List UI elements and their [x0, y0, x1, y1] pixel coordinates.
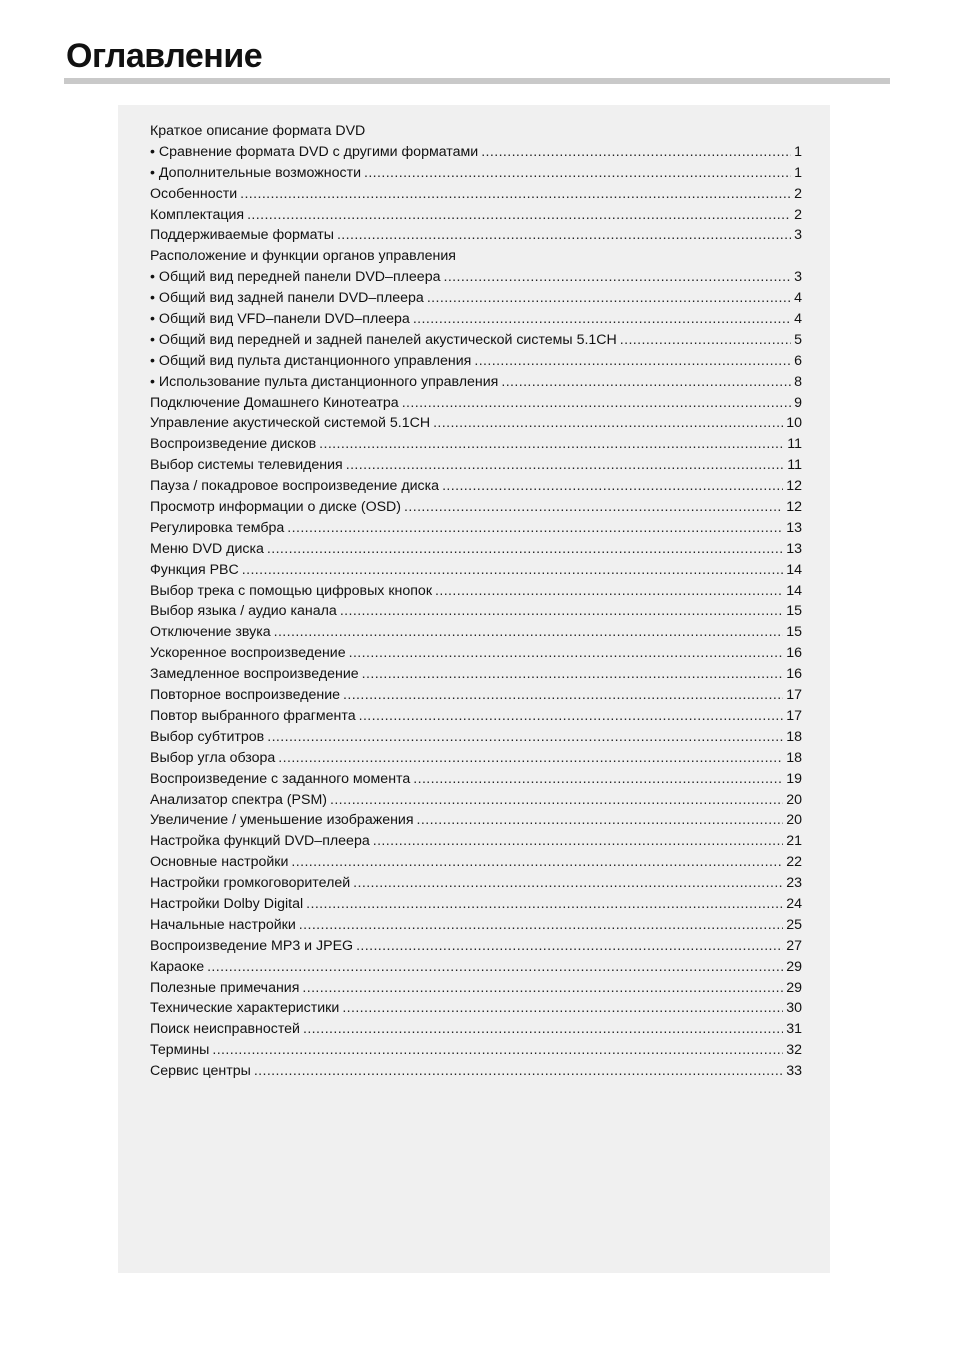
toc-dot-leader: [443, 267, 791, 288]
toc-entry[interactable]: [150, 1040, 802, 1061]
toc-entry-label: Краткое описание формата DVD: [150, 123, 366, 139]
toc-entry-label: Полезные примечания: [150, 979, 300, 996]
toc-page-number: 33: [786, 1063, 802, 1080]
toc-entry-label: Воспроизведение дисков: [150, 436, 317, 453]
toc-dot-leader: [346, 455, 785, 476]
toc-page-number: 29: [786, 958, 802, 975]
toc-entry-label: • Общий вид пульта дистанционного управления: [150, 352, 472, 369]
toc-entry-label: • Общий вид передней панели DVD–плеера: [150, 269, 441, 286]
toc-entry[interactable]: [150, 664, 802, 685]
toc-dot-leader: [364, 163, 791, 184]
toc-entry-label: • Использование пульта дистанционного управления: [150, 373, 499, 390]
toc-page-number: 15: [786, 603, 802, 620]
toc-page-number: 14: [786, 582, 802, 599]
toc-entry[interactable]: [150, 831, 802, 852]
toc-dot-leader: [404, 497, 783, 518]
toc-dot-leader: [342, 998, 783, 1019]
toc-dot-leader: [343, 685, 783, 706]
toc-entry[interactable]: [150, 560, 802, 581]
toc-entry-label: Анализатор спектра (PSM): [150, 791, 327, 808]
toc-entry-label: • Общий вид передней и задней панелей акустической системы 5.1CH: [150, 331, 617, 348]
toc-entry[interactable]: [150, 142, 802, 163]
toc-entry[interactable]: [150, 936, 802, 957]
toc-entry-label: Пауза / покадровое воспроизведение диска: [150, 478, 440, 495]
toc-entry[interactable]: [150, 748, 802, 769]
toc-dot-leader: [306, 894, 783, 915]
toc-dot-leader: [359, 706, 784, 727]
toc-entry[interactable]: [150, 685, 802, 706]
toc-page-number: 16: [786, 645, 802, 662]
toc-entry[interactable]: [150, 518, 802, 539]
toc-page-number: 11: [787, 457, 802, 474]
toc-page-number: 24: [786, 895, 802, 912]
toc-page-number: 29: [786, 979, 802, 996]
toc-page-number: 9: [794, 394, 802, 411]
toc-dot-leader: [474, 351, 791, 372]
toc-page-number: 22: [786, 854, 802, 871]
toc-entry-label: Термины: [150, 1042, 210, 1059]
toc-page-number: 2: [794, 185, 802, 202]
toc-entry-label: Сервис центры: [150, 1063, 251, 1080]
toc-dot-leader: [353, 873, 783, 894]
toc-dot-leader: [413, 309, 791, 330]
toc-dot-leader: [240, 184, 791, 205]
toc-entry[interactable]: [150, 309, 802, 330]
toc-dot-leader: [212, 1040, 783, 1061]
toc-dot-leader: [299, 915, 783, 936]
toc-dot-leader: [207, 957, 783, 978]
toc-entry[interactable]: [150, 539, 802, 560]
toc-entry[interactable]: [150, 581, 802, 602]
toc-entry-label: • Дополнительные возможности: [150, 164, 361, 181]
toc-dot-leader: [501, 372, 791, 393]
toc-dot-leader: [267, 539, 783, 560]
toc-entry-label: Воспроизведение с заданного момента: [150, 770, 411, 787]
toc-page-number: 18: [786, 749, 802, 766]
toc-page-number: 12: [786, 499, 802, 516]
toc-page-number: 11: [787, 436, 802, 453]
toc-dot-leader: [247, 205, 791, 226]
toc-dot-leader: [402, 393, 791, 414]
toc-page-number: 10: [786, 415, 802, 432]
toc-page-number: 12: [786, 478, 802, 495]
toc-entry[interactable]: [150, 915, 802, 936]
toc-page-number: 17: [786, 707, 802, 724]
toc-entry[interactable]: [150, 413, 802, 434]
toc-entry-label: • Сравнение формата DVD с другими форматами: [150, 143, 479, 160]
toc-entry-label: Повторное воспроизведение: [150, 687, 341, 704]
toc-dot-leader: [435, 581, 783, 602]
toc-dot-leader: [303, 1019, 783, 1040]
toc-page-number: 4: [794, 311, 802, 328]
toc-entry-label: Выбор языка / аудио канала: [150, 603, 337, 620]
toc-entry-label: Отключение звука: [150, 624, 271, 641]
toc-dot-leader: [291, 852, 783, 873]
toc-dot-leader: [349, 643, 784, 664]
toc-entry-label: Воспроизведение MP3 и JPEG: [150, 937, 354, 954]
toc-dot-leader: [254, 1061, 783, 1082]
toc-page-number: 4: [794, 290, 802, 307]
toc-entry[interactable]: [150, 225, 802, 246]
toc-dot-leader: [242, 560, 783, 581]
toc-dot-leader: [417, 810, 784, 831]
toc-entry[interactable]: [150, 205, 802, 226]
toc-page-number: 2: [794, 206, 802, 223]
toc-dot-leader: [278, 748, 783, 769]
toc-entry[interactable]: [150, 1019, 802, 1040]
toc-entry-label: Выбор системы телевидения: [150, 457, 343, 474]
toc-page-number: 6: [794, 352, 802, 369]
toc-page-number: 3: [794, 227, 802, 244]
toc-entry[interactable]: [150, 622, 802, 643]
toc-entry[interactable]: [150, 267, 802, 288]
toc-page-number: 8: [794, 373, 802, 390]
toc-entry[interactable]: [150, 957, 802, 978]
toc-dot-leader: [302, 978, 783, 999]
toc-entry-label: Увеличение / уменьшение изображения: [150, 812, 414, 829]
toc-page-number: 21: [786, 833, 802, 850]
toc-entry[interactable]: [150, 330, 802, 351]
toc-entry[interactable]: [150, 643, 802, 664]
toc-entry[interactable]: [150, 1061, 802, 1082]
toc-page-number: 30: [786, 1000, 802, 1017]
toc-page-number: 18: [786, 728, 802, 745]
toc-entry-label: Выбор субтитров: [150, 728, 265, 745]
toc-entry-label: Настройки громкоговорителей: [150, 875, 351, 892]
toc-entry[interactable]: [150, 455, 802, 476]
toc-entry[interactable]: [150, 372, 802, 393]
toc-dot-leader: [620, 330, 791, 351]
title-divider: [64, 78, 890, 84]
toc-entry[interactable]: [150, 998, 802, 1019]
toc-entry-label: Управление акустической системой 5.1CH: [150, 415, 431, 432]
toc-dot-leader: [330, 790, 783, 811]
toc-entry[interactable]: [150, 894, 802, 915]
toc-entry-label: Расположение и функции органов управления: [150, 248, 456, 265]
toc-entry[interactable]: [150, 288, 802, 309]
toc-dot-leader: [274, 622, 784, 643]
toc-page-number: 19: [786, 770, 802, 787]
toc-entry-label: Просмотр информации о диске (OSD): [150, 499, 402, 516]
toc-page-number: 5: [794, 331, 802, 348]
toc-entry[interactable]: [150, 706, 802, 727]
toc-dot-leader: [433, 413, 783, 434]
toc-page-number: 15: [786, 624, 802, 641]
toc-page-number: 3: [794, 269, 802, 286]
toc-entry[interactable]: [150, 790, 802, 811]
toc-entry-label: Караоке: [150, 958, 205, 975]
toc-entry[interactable]: [150, 852, 802, 873]
toc-page-number: 13: [786, 519, 802, 536]
toc-dot-leader: [427, 288, 791, 309]
toc-entry[interactable]: [150, 769, 802, 790]
toc-entry-label: Меню DVD диска: [150, 540, 264, 557]
toc-page-number: 14: [786, 561, 802, 578]
toc-dot-leader: [337, 225, 791, 246]
table-of-contents: [150, 121, 802, 1082]
toc-page-number: 20: [786, 791, 802, 808]
toc-page-number: 27: [786, 937, 802, 954]
toc-dot-leader: [413, 769, 783, 790]
toc-entry[interactable]: [150, 351, 802, 372]
toc-page-number: 23: [786, 875, 802, 892]
toc-entry-label: • Общий вид задней панели DVD–плеера: [150, 290, 424, 307]
toc-dot-leader: [287, 518, 783, 539]
toc-dot-leader: [373, 831, 783, 852]
toc-entry-label: Выбор трека с помощью цифровых кнопок: [150, 582, 433, 599]
toc-entry-label: Поиск неисправностей: [150, 1021, 300, 1038]
toc-entry-label: Настройки Dolby Digital: [150, 895, 304, 912]
toc-entry-label: Функция PBC: [150, 561, 239, 578]
toc-page-number: 1: [794, 164, 802, 181]
toc-page-number: 1: [794, 143, 802, 160]
toc-section-heading[interactable]: [150, 246, 802, 267]
toc-page-number: 13: [786, 540, 802, 557]
toc-entry[interactable]: [150, 476, 802, 497]
toc-entry[interactable]: [150, 434, 802, 455]
toc-section-heading[interactable]: [150, 121, 802, 142]
toc-entry-label: Комплектация: [150, 206, 245, 223]
toc-entry-label: Настройка функций DVD–плеера: [150, 833, 370, 850]
toc-dot-leader: [362, 664, 784, 685]
toc-entry-label: Подключение Домашнего Кинотеатра: [150, 394, 399, 411]
page-title: Оглавление: [66, 37, 263, 75]
toc-dot-leader: [356, 936, 783, 957]
toc-page-number: 20: [786, 812, 802, 829]
toc-entry[interactable]: [150, 163, 802, 184]
toc-entry[interactable]: [150, 393, 802, 414]
toc-entry-label: Замедленное воспроизведение: [150, 666, 359, 683]
toc-entry[interactable]: [150, 601, 802, 622]
toc-entry-label: Основные настройки: [150, 854, 289, 871]
toc-dot-leader: [442, 476, 783, 497]
toc-entry-label: Поддерживаемые форматы: [150, 227, 334, 244]
toc-entry-label: Особенности: [150, 185, 238, 202]
toc-entry[interactable]: [150, 497, 802, 518]
toc-page-number: 17: [786, 687, 802, 704]
toc-dot-leader: [319, 434, 784, 455]
toc-page-number: 31: [786, 1021, 802, 1038]
toc-entry[interactable]: [150, 873, 802, 894]
toc-dot-leader: [340, 601, 783, 622]
toc-entry-label: • Общий вид VFD–панели DVD–плеера: [150, 311, 410, 328]
toc-entry-label: Ускоренное воспроизведение: [150, 645, 346, 662]
toc-entry[interactable]: [150, 810, 802, 831]
toc-entry-label: Регулировка тембра: [150, 519, 285, 536]
toc-dot-leader: [481, 142, 791, 163]
toc-entry-label: Начальные настройки: [150, 916, 296, 933]
toc-entry-label: Повтор выбранного фрагмента: [150, 707, 356, 724]
toc-entry[interactable]: [150, 184, 802, 205]
toc-entry[interactable]: [150, 978, 802, 999]
toc-page-number: 16: [786, 666, 802, 683]
toc-page-number: 25: [786, 916, 802, 933]
toc-entry-label: Технические характеристики: [150, 1000, 340, 1017]
toc-entry-label: Выбор угла обзора: [150, 749, 276, 766]
toc-page-number: 32: [786, 1042, 802, 1059]
toc-dot-leader: [267, 727, 783, 748]
toc-entry[interactable]: [150, 727, 802, 748]
